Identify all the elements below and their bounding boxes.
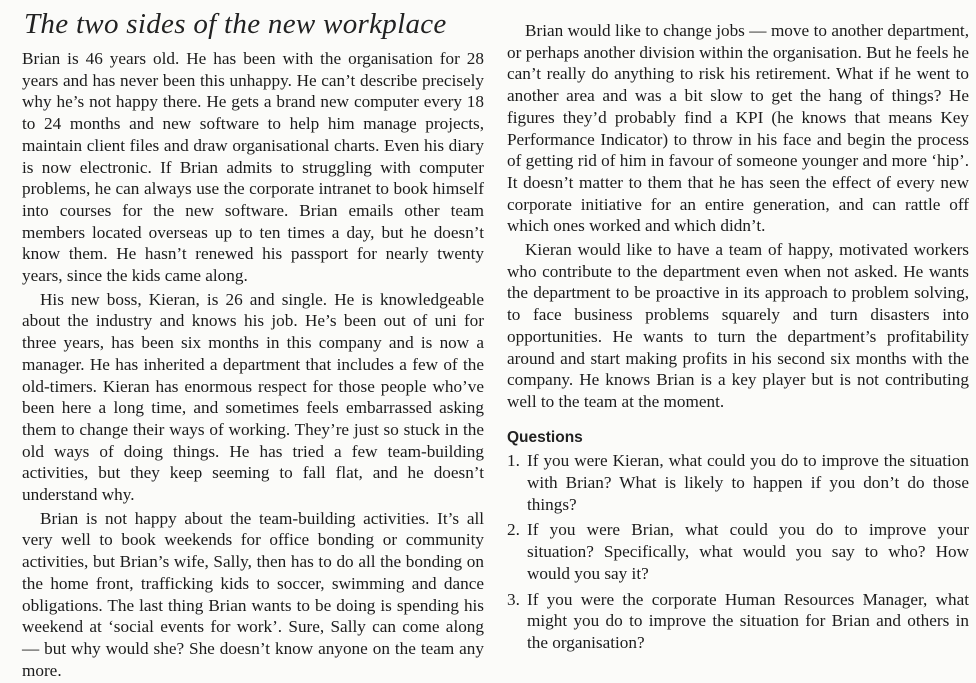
left-column	[22, 48, 484, 683]
question-text: If you were the corporate Human Resources Manager, what might you do to improve the situation for Brian and others in the organisation?	[527, 589, 969, 652]
question-text: If you were Brian, what could you do to improve your situation? Specifically, what would you say to who? How would you say it?	[527, 520, 969, 583]
paragraph-brian-intro: Brian is 46 years old. He has been with the organisation for 28 years and has never been this unhappy. He can’t describe precisely why he’s not happy there. He gets a brand new computer every 18 to 24 months and new software to help him manage projects, maintain client files and draw organisational charts. Even his diary is now electronic. If Brian admits to struggling with computer problems, he can always use the corporate intranet to book himself into courses for the new software. Brian emails other team members located overseas up to ten times a day, but he doesn’t know them. He hasn’t renewed his passport for nearly twenty years, since the kids came along.	[22, 49, 484, 286]
paragraph-brian-change-jobs: Brian would like to change jobs — move to another department, or perhaps another division within the organisation. But he feels he can’t really do anything to risk his retirement. What if he went to another area and was a bit slow to get the hang of things? He figures they’d probably find a KPI (he knows that means Key Performance Indicator) to throw in his face and begin the process of getting rid of him in favour of someone younger and more ‘hip’. It doesn’t matter to them that he has seen the effect of every new corporate initiative for an entire generation, and can rattle off which ones worked and which didn’t.	[507, 21, 969, 236]
paragraph-kieran-goals: Kieran would like to have a team of happy, motivated workers who contribute to the department even when not asked. He wants the department to be proactive in its approach to problem solving, to face business problems squarely and turn disasters into opportunities. He wants to turn the department’s profitability around and start making profits in his second six months with the company. He knows Brian is a key player but is not contributing well to the team at the moment.	[507, 240, 969, 411]
questions-list	[507, 450, 969, 653]
question-item	[507, 519, 969, 584]
right-column	[507, 20, 969, 658]
question-number: 2.	[507, 520, 520, 540]
question-number: 1.	[507, 451, 520, 471]
question-item	[507, 450, 969, 515]
paragraph-team-building: Brian is not happy about the team-building activities. It’s all very well to book weekends for office bonding or community activities, but Brian’s wife, Sally, then has to do all the bonding on the home front, trafficking kids to soccer, swimming and dance obligations. The last thing Brian wants to be doing is spending his weekend at ‘social events for work’. Sure, Sally can come along — but why would she? She doesn’t know anyone on the team any more.	[22, 508, 484, 680]
question-number: 3.	[507, 589, 520, 609]
paragraph-kieran-intro: His new boss, Kieran, is 26 and single. He is knowledgeable about the industry and knows his job. He’s been out of uni for three years, has been six months in this company and is now a manager. He has inherited a department that includes a few of the old-timers. Kieran has enormous respect for those people who’ve been here a long time, and sometimes feels embarrassed asking them to change their ways of working. They’re just so stuck in the old ways of doing things. He has tried a few team-building activities, but they keep seeming to fall flat, and he doesn’t understand why.	[22, 289, 484, 505]
question-text: If you were Kieran, what could you do to improve the situation with Brian? What is likely to happen if you don’t do those things?	[527, 451, 969, 514]
page-title: The two sides of the new workplace	[24, 8, 447, 40]
question-item	[507, 589, 969, 654]
questions-heading: Questions	[507, 428, 583, 446]
